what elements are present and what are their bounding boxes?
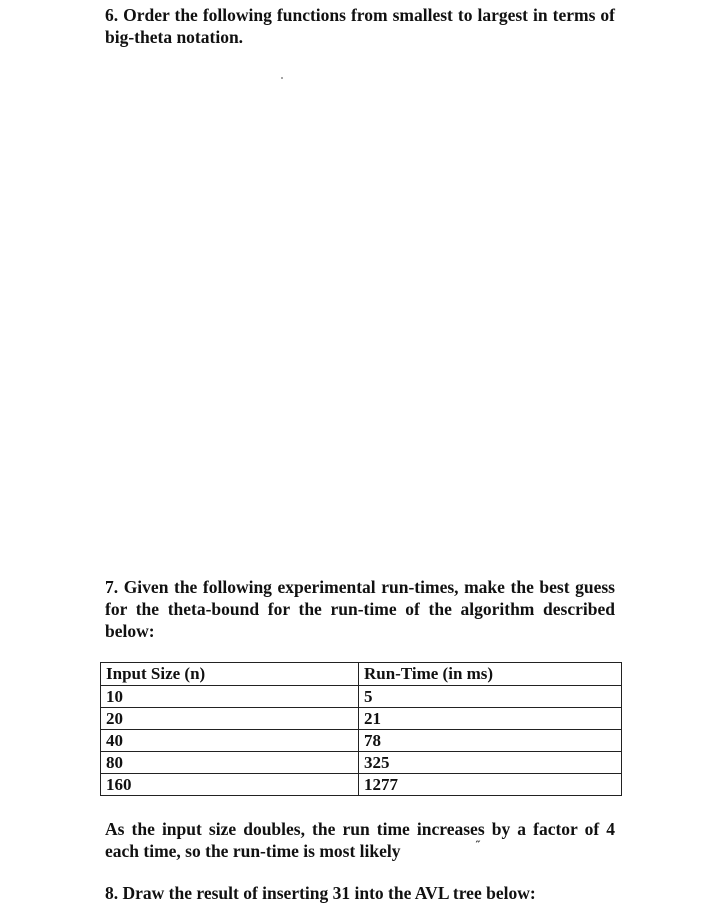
header-run-time: Run-Time (in ms) — [359, 663, 622, 686]
stray-mark — [281, 77, 283, 79]
question-8: 8. Draw the result of inserting 31 into the AVL tree below: — [105, 883, 536, 903]
cell-run-time: 1277 — [359, 774, 622, 796]
question-7: 7. Given the following experimental run-times, make the best guess for the theta-bound for the run-time of the algorithm described below: — [105, 577, 615, 641]
cell-run-time: 5 — [359, 686, 622, 708]
answer-text: As the input size doubles, the run time increases by a factor of 4 each time, so the run-time is most likely — [105, 819, 615, 861]
cell-run-time: 325 — [359, 752, 622, 774]
cell-run-time: 21 — [359, 708, 622, 730]
table-row — [101, 708, 622, 730]
table-row — [101, 730, 622, 752]
header-input-size: Input Size (n) — [101, 663, 359, 686]
table-header-row — [101, 663, 622, 686]
runtime-table — [100, 662, 622, 796]
table-row — [101, 752, 622, 774]
table-row — [101, 686, 622, 708]
cell-input-size: 10 — [101, 686, 359, 708]
cell-input-size: 80 — [101, 752, 359, 774]
cell-run-time: 78 — [359, 730, 622, 752]
cell-input-size: 20 — [101, 708, 359, 730]
table-row — [101, 774, 622, 796]
cell-input-size: 40 — [101, 730, 359, 752]
stray-mark: ˝ — [476, 838, 480, 852]
cell-input-size: 160 — [101, 774, 359, 796]
question-6: 6. Order the following functions from smallest to largest in terms of big-theta notation. — [105, 5, 615, 47]
